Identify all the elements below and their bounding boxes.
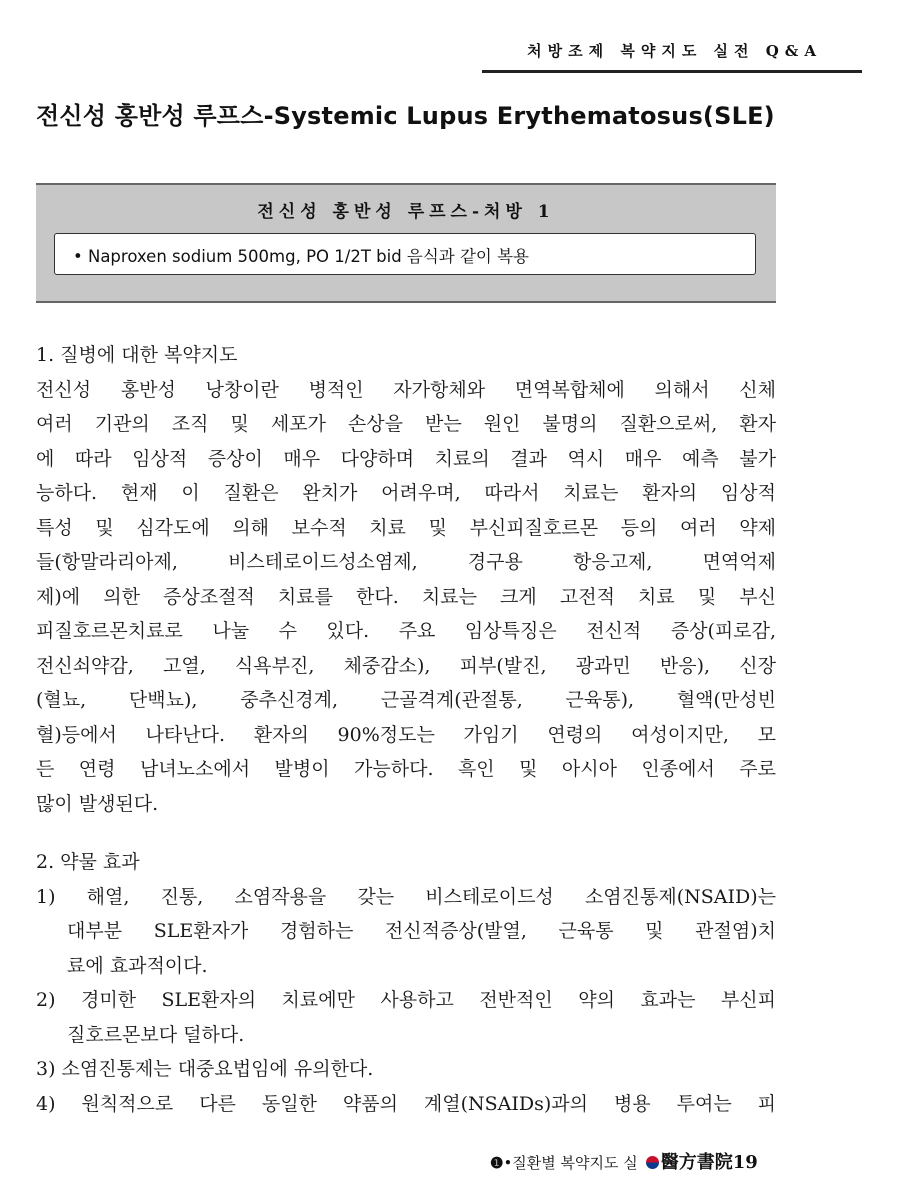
paragraph-line: 에 따라 임상적 증상이 매우 다양하며 치료의 결과 역시 매우 예측 불가 xyxy=(36,447,776,470)
footer-label: •질환별 복약지도 실 xyxy=(503,1154,638,1172)
prescription-title: 전신성 홍반성 루프스-처방 1 xyxy=(257,202,555,222)
paragraph-line: 특성 및 심각도에 의해 보수적 치료 및 부신피질호르몬 등의 여러 약제 xyxy=(36,516,776,539)
paragraph-line: 든 연령 남녀노소에서 발병이 가능하다. 흑인 및 아시아 인종에서 주로 xyxy=(36,758,776,780)
prescription-inner-box xyxy=(54,233,756,275)
section-disease-guidance xyxy=(36,338,776,821)
paragraph-line: 피질호르몬치료로 나눌 수 있다. 주요 임상특징은 전신적 증상(피로감, xyxy=(36,620,776,642)
paragraph-line: 전신쇠약감, 고열, 식욕부진, 체중감소), 피부(발진, 광과민 반응), 신장 xyxy=(36,654,776,677)
prescription-line: • Naproxen sodium 500mg, PO 1/2T bid 음식과 같이 복용 xyxy=(73,247,529,266)
paragraph-line: 제)에 의한 증상조절적 치료를 한다. 치료는 크게 고전적 치료 및 부신 xyxy=(36,585,776,608)
paragraph-line: 여러 기관의 조직 및 세포가 손상을 받는 원인 불명의 질환으로써, 환자 xyxy=(36,413,776,435)
paragraph-line: 능하다. 현재 이 질환은 완치가 어려우며, 따라서 치료는 환자의 임상적 xyxy=(36,482,776,504)
publisher-logo: 醫方書院 xyxy=(660,1152,733,1173)
list-item: 4) 원칙적으로 다른 동일한 약품의 계열(NSAIDs)과의 병용 투여는 피 xyxy=(36,1092,776,1115)
page-number: 19 xyxy=(732,1152,758,1173)
list-item: 1) 해열, 진통, 소염작용을 갖는 비스테로이드성 소염진통제(NSAID)는 xyxy=(36,885,776,908)
chapter-title: 전신성 홍반성 루프스-Systemic Lupus Erythematosus(SLE) xyxy=(36,102,775,130)
list-item-continuation: 료에 효과적이다. xyxy=(67,954,208,977)
list-item: 2) 경미한 SLE환자의 치료에만 사용하고 전반적인 약의 효과는 부신피 xyxy=(36,989,776,1011)
header-rule xyxy=(482,70,862,73)
prescription-box xyxy=(36,183,776,303)
list-item: 3) 소염진통제는 대중요법임에 유의한다. xyxy=(36,1058,374,1080)
paragraph-line: 혈)등에서 나타난다. 환자의 90%정도는 가임기 연령의 여성이지만, 모 xyxy=(36,723,776,746)
page-footer xyxy=(490,1148,758,1174)
paragraph-line: 전신성 홍반성 낭창이란 병적인 자가항체와 면역복합체에 의해서 신체 xyxy=(36,378,776,401)
chapter-number-mark: ❶ xyxy=(490,1154,504,1172)
section-heading: 2. 약물 효과 xyxy=(36,851,140,873)
section-heading: 1. 질병에 대한 복약지도 xyxy=(36,344,238,366)
paragraph-line: (혈뇨, 단백뇨), 중추신경계, 근골격계(관절통, 근육통), 혈액(만성빈 xyxy=(36,689,776,711)
running-header: 처방조제 복약지도 실전 Q&A xyxy=(527,42,822,60)
list-item-continuation: 질호르몬보다 덜하다. xyxy=(67,1023,245,1046)
section-drug-effects xyxy=(36,845,776,1121)
taegeuk-logo-icon xyxy=(646,1156,659,1169)
paragraph-line: 들(항말라리아제, 비스테로이드성소염제, 경구용 항응고제, 면역억제 xyxy=(36,551,776,573)
list-item-continuation: 대부분 SLE환자가 경험하는 전신적증상(발열, 근육통 및 관절염)치 xyxy=(67,920,776,942)
paragraph-line: 많이 발생된다. xyxy=(36,792,159,815)
